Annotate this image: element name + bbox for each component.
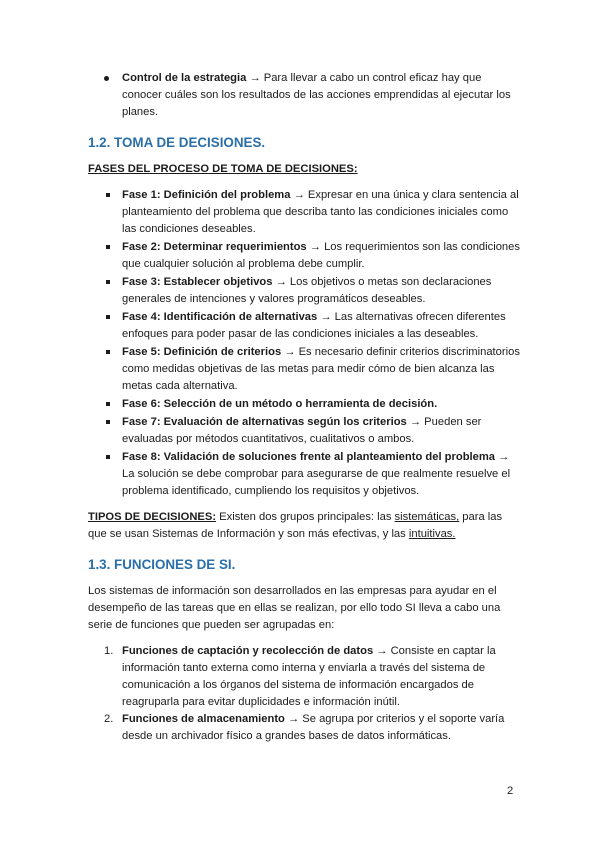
phase-item	[88, 274, 520, 308]
phase-item	[88, 396, 520, 413]
phase-title: Fase 3: Establecer objetivos	[122, 276, 273, 288]
function-title: Funciones de captación y recolección de datos	[122, 645, 374, 657]
square-bullet-icon	[106, 315, 110, 319]
phase-text: → Pueden ser evaluadas por métodos cuantitativos, cualitativos o ambos.	[122, 416, 482, 445]
item-number: 2.	[104, 713, 114, 725]
phase-title: Fase 8: Validación de soluciones frente al planteamiento del problema	[122, 451, 496, 463]
phases-title: FASES DEL PROCESO DE TOMA DE DECISIONES:	[88, 163, 358, 175]
function-item	[88, 711, 520, 745]
decision-types-paragraph	[88, 509, 520, 543]
phase-title: Fase 1: Definición del problema	[122, 189, 291, 201]
phase-title: Fase 7: Evaluación de alternativas según los criterios	[122, 416, 407, 428]
bullet-title: Control de la estrategia	[122, 72, 247, 84]
function-text: → Se agrupa por criterios y el soporte varía desde un archivador físico a grandes bases de datos informáticas.	[122, 713, 505, 742]
phases-list	[88, 187, 520, 500]
function-item	[88, 643, 520, 711]
phase-item	[88, 187, 520, 238]
section-heading-functions: 1.3. FUNCIONES DE SI.	[88, 557, 236, 572]
phase-title: Fase 5: Definición de criterios	[122, 346, 282, 358]
phase-text: → Los objetivos o metas son declaraciones generales de intenciones y valores programáticos deseables.	[122, 276, 492, 305]
intuitive-term: intuitivas.	[408, 528, 456, 540]
item-number: 1.	[104, 645, 114, 657]
phase-text: → Es necesario definir criterios discriminatorios como medidas objetivas de las metas para medir cómo de bien alcanza las metas cada alternativa.	[122, 346, 520, 392]
square-bullet-icon	[106, 350, 110, 354]
square-bullet-icon	[106, 420, 110, 424]
phase-title: Fase 2: Determinar requerimientos	[122, 241, 307, 253]
phase-title: Fase 6: Selección de un método o herramienta de decisión.	[122, 398, 438, 410]
systematic-term: sistemáticas,	[394, 511, 460, 523]
square-bullet-icon	[106, 280, 110, 284]
bullet-text: → Para llevar a cabo un control eficaz hay que conocer cuáles son los resultados de las acciones emprendidas al ejecutar los planes.	[122, 72, 511, 118]
phase-text: → Expresar en una única y clara sentencia al planteamiento del problema que describa tanto las condiciones iniciales como las condiciones deseables.	[122, 189, 519, 235]
square-bullet-icon	[106, 245, 110, 249]
function-text: → Consiste en captar la información tanto externa como interna y enviarla a través del sistema de comunicación a los órganos del sistema de información encargados de reagruparla para evitar duplicidades e información inútil.	[122, 645, 496, 708]
functions-list	[88, 643, 520, 745]
document-page	[88, 70, 520, 745]
square-bullet-icon	[106, 455, 110, 459]
decision-types-label: TIPOS DE DECISIONES:	[88, 511, 217, 523]
strategy-control-bullet	[88, 70, 520, 121]
square-bullet-icon	[106, 402, 110, 406]
functions-intro: Los sistemas de información son desarrollados en las empresas para ayudar en el desempeño de las tareas que en ellas se realizan, por ello todo SI lleva a cabo una serie de funciones que pueden ser agrupadas en:	[88, 585, 501, 631]
phase-text: → Las alternativas ofrecen diferentes enfoques para poder pasar de las condiciones iniciales a las deseables.	[122, 311, 506, 340]
phase-title: Fase 4: Identificación de alternativas	[122, 311, 318, 323]
square-bullet-icon	[106, 193, 110, 197]
function-title: Funciones de almacenamiento	[122, 713, 285, 725]
page-number: 2	[507, 785, 514, 797]
phase-item	[88, 414, 520, 448]
decision-types-text-1: Existen dos grupos principales: las	[216, 511, 395, 523]
phase-text: → La solución se debe comprobar para asegurarse de que realmente resuelve el problema identificado, cumpliendo los requisitos y objetivos.	[122, 451, 511, 497]
bullet-dot	[104, 76, 109, 81]
phase-text: → Los requerimientos son las condiciones que cualquier solución al problema debe cumplir.	[122, 241, 520, 270]
phase-item	[88, 344, 520, 395]
phase-item	[88, 239, 520, 273]
decision-types-text-2: para las que se usan Sistemas de Información y son más efectivas, y las	[88, 511, 503, 540]
phase-item	[88, 449, 520, 500]
section-heading-decisions: 1.2. TOMA DE DECISIONES.	[88, 135, 266, 150]
phase-item	[88, 309, 520, 343]
